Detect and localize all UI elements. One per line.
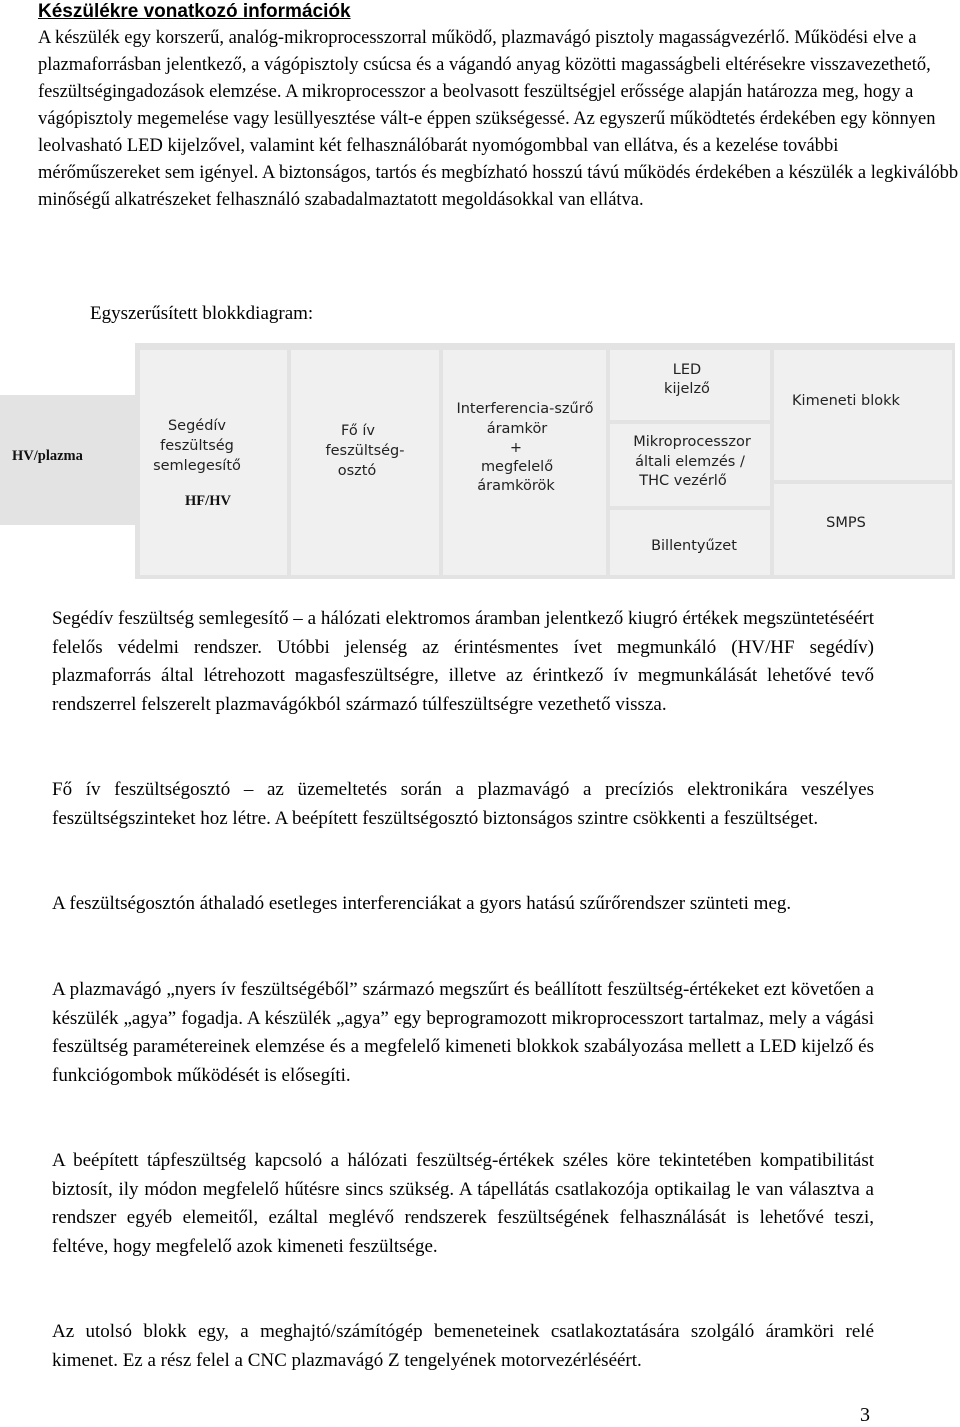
filter-label-3: +	[509, 440, 523, 456]
keyboard-label: Billentyűzet	[651, 538, 737, 554]
hf-hv-label: HF/HV	[185, 493, 231, 509]
led-label-2: kijelző	[664, 381, 710, 397]
smps-label: SMPS	[826, 515, 866, 531]
filter-label-4: megfelelő	[480, 459, 554, 475]
block-diagram	[0, 335, 960, 585]
mcu-label-2: általi elemzés /	[635, 454, 745, 470]
section-heading: Készülékre vonatkozó információk	[38, 1, 351, 22]
mcu-label-1: Mikroprocesszor	[633, 434, 751, 450]
output-label: Kimeneti blokk	[792, 393, 900, 409]
mcu-label-3: THC vezérlő	[639, 473, 727, 489]
main-arc-label-2: feszültség-	[325, 443, 405, 459]
intro-paragraph: A készülék egy korszerű, analóg-mikroprocesszorral működő, plazmavágó pisztoly magasságvezérlő. Működési elve a plazmaforrásban jelentkező, a vágópisztoly csúcsa és a vágandó anyag közötti magasságbeli eltérésekre visszavezethető, feszültségingadozások elemzése. A mikroprocesszor a beolvasott feszültségjel erőssége alapján határozza meg, hogy a vágópisztoly megemelése vagy lesüllyesztése vált-e éppen szükségessé. Az egyszerű működtetés érdekében egy könnyen leolvasható LED kijelzővel, valamint két felhasználóbarát nyomógombbal van ellátva, és a kezelése további mérőműszereket sem igényel. A biztonságos, tartós és megbízható hosszú távú működés érdekében a készülék a legkiválóbb minőségű alkatrészeket felhasználó szabadalmaztatott megoldásokkal van ellátva.	[38, 28, 959, 210]
paragraph-aux-arc: Segédív feszültség semlegesítő – a hálózati elektromos áramban jelentkező kiugró értékek megszüntetéséért felelős védelmi rendszer. Utóbbi jelenség az érintésmentes ívet megmunkáló (HV/HF segédív) plazmaforrás által létrehozott magasfeszültségre, illetve az érintkező ív megmunkálását lehetővé tevő rendszerrel felszerelt plazmavágókból származó túlfeszültségre vezethető vissza.	[52, 608, 874, 715]
aux-arc-label-3: semlegesítő	[153, 458, 241, 474]
page-number: 3	[860, 1404, 870, 1426]
led-label-1: LED	[672, 362, 702, 378]
output-block	[774, 350, 952, 480]
paragraph-power-supply: A beépített tápfeszültség kapcsoló a hálózati feszültség-értékek széles köre tekintetében kompatibilitást biztosít, ily módon megfelelő hűtésre sincs szükség. A tápellátás csatlakozója optikailag le van választva a rendszer egyéb elemeitől, ezáltal meglévő rendszerek feszültségének felhasználását is lehetővé teszi, feltéve, hogy megfelelő azok kimeneti feszültsége.	[52, 1150, 874, 1257]
aux-arc-label-2: feszültség	[160, 438, 234, 454]
main-arc-label-3: osztó	[337, 463, 377, 479]
filter-label-1: Interferencia-szűrő	[456, 401, 594, 417]
diagram-caption: Egyszerűsített blokkdiagram:	[90, 303, 314, 324]
filter-label-5: áramkörök	[477, 478, 555, 494]
aux-arc-label-1: Segédív	[167, 418, 227, 434]
paragraph-microprocessor: A plazmavágó „nyers ív feszültségéből” származó megszűrt és beállított feszültség-értékeket ezt követően a készülék „agya” fogadja. A készülék „agya” egy beprogramozott mikroprocesszort tartalmaz, mely a vágási feszültség paramétereinek elemzése és a megfelelő kimeneti blokkok szabályozása mellett a LED kijelző és funkciógombok működését is elősegíti.	[52, 979, 874, 1086]
filter-label-2: áramkör	[486, 421, 548, 437]
paragraph-relay-output: Az utolsó blokk egy, a meghajtó/számítógép bemeneteinek csatlakoztatására szolgáló áramköri relé kimenet. Ez a rész felel a CNC plazmavágó Z tengelyének motorvezérléséért.	[52, 1321, 874, 1371]
hv-plasma-label: HV/plazma	[12, 448, 83, 464]
main-arc-label-1: Fő ív	[341, 423, 375, 439]
paragraph-filter: A feszültségosztón áthaladó esetleges interferenciákat a gyors hatású szűrőrendszer szünteti meg.	[52, 893, 792, 914]
paragraph-main-arc: Fő ív feszültségosztó – az üzemeltetés során a plazmavágó a precíziós elektronikára veszélyes feszültségszinteket hoz létre. A beépített feszültségosztó biztonságos szintre csökkenti a feszültséget.	[52, 779, 874, 829]
